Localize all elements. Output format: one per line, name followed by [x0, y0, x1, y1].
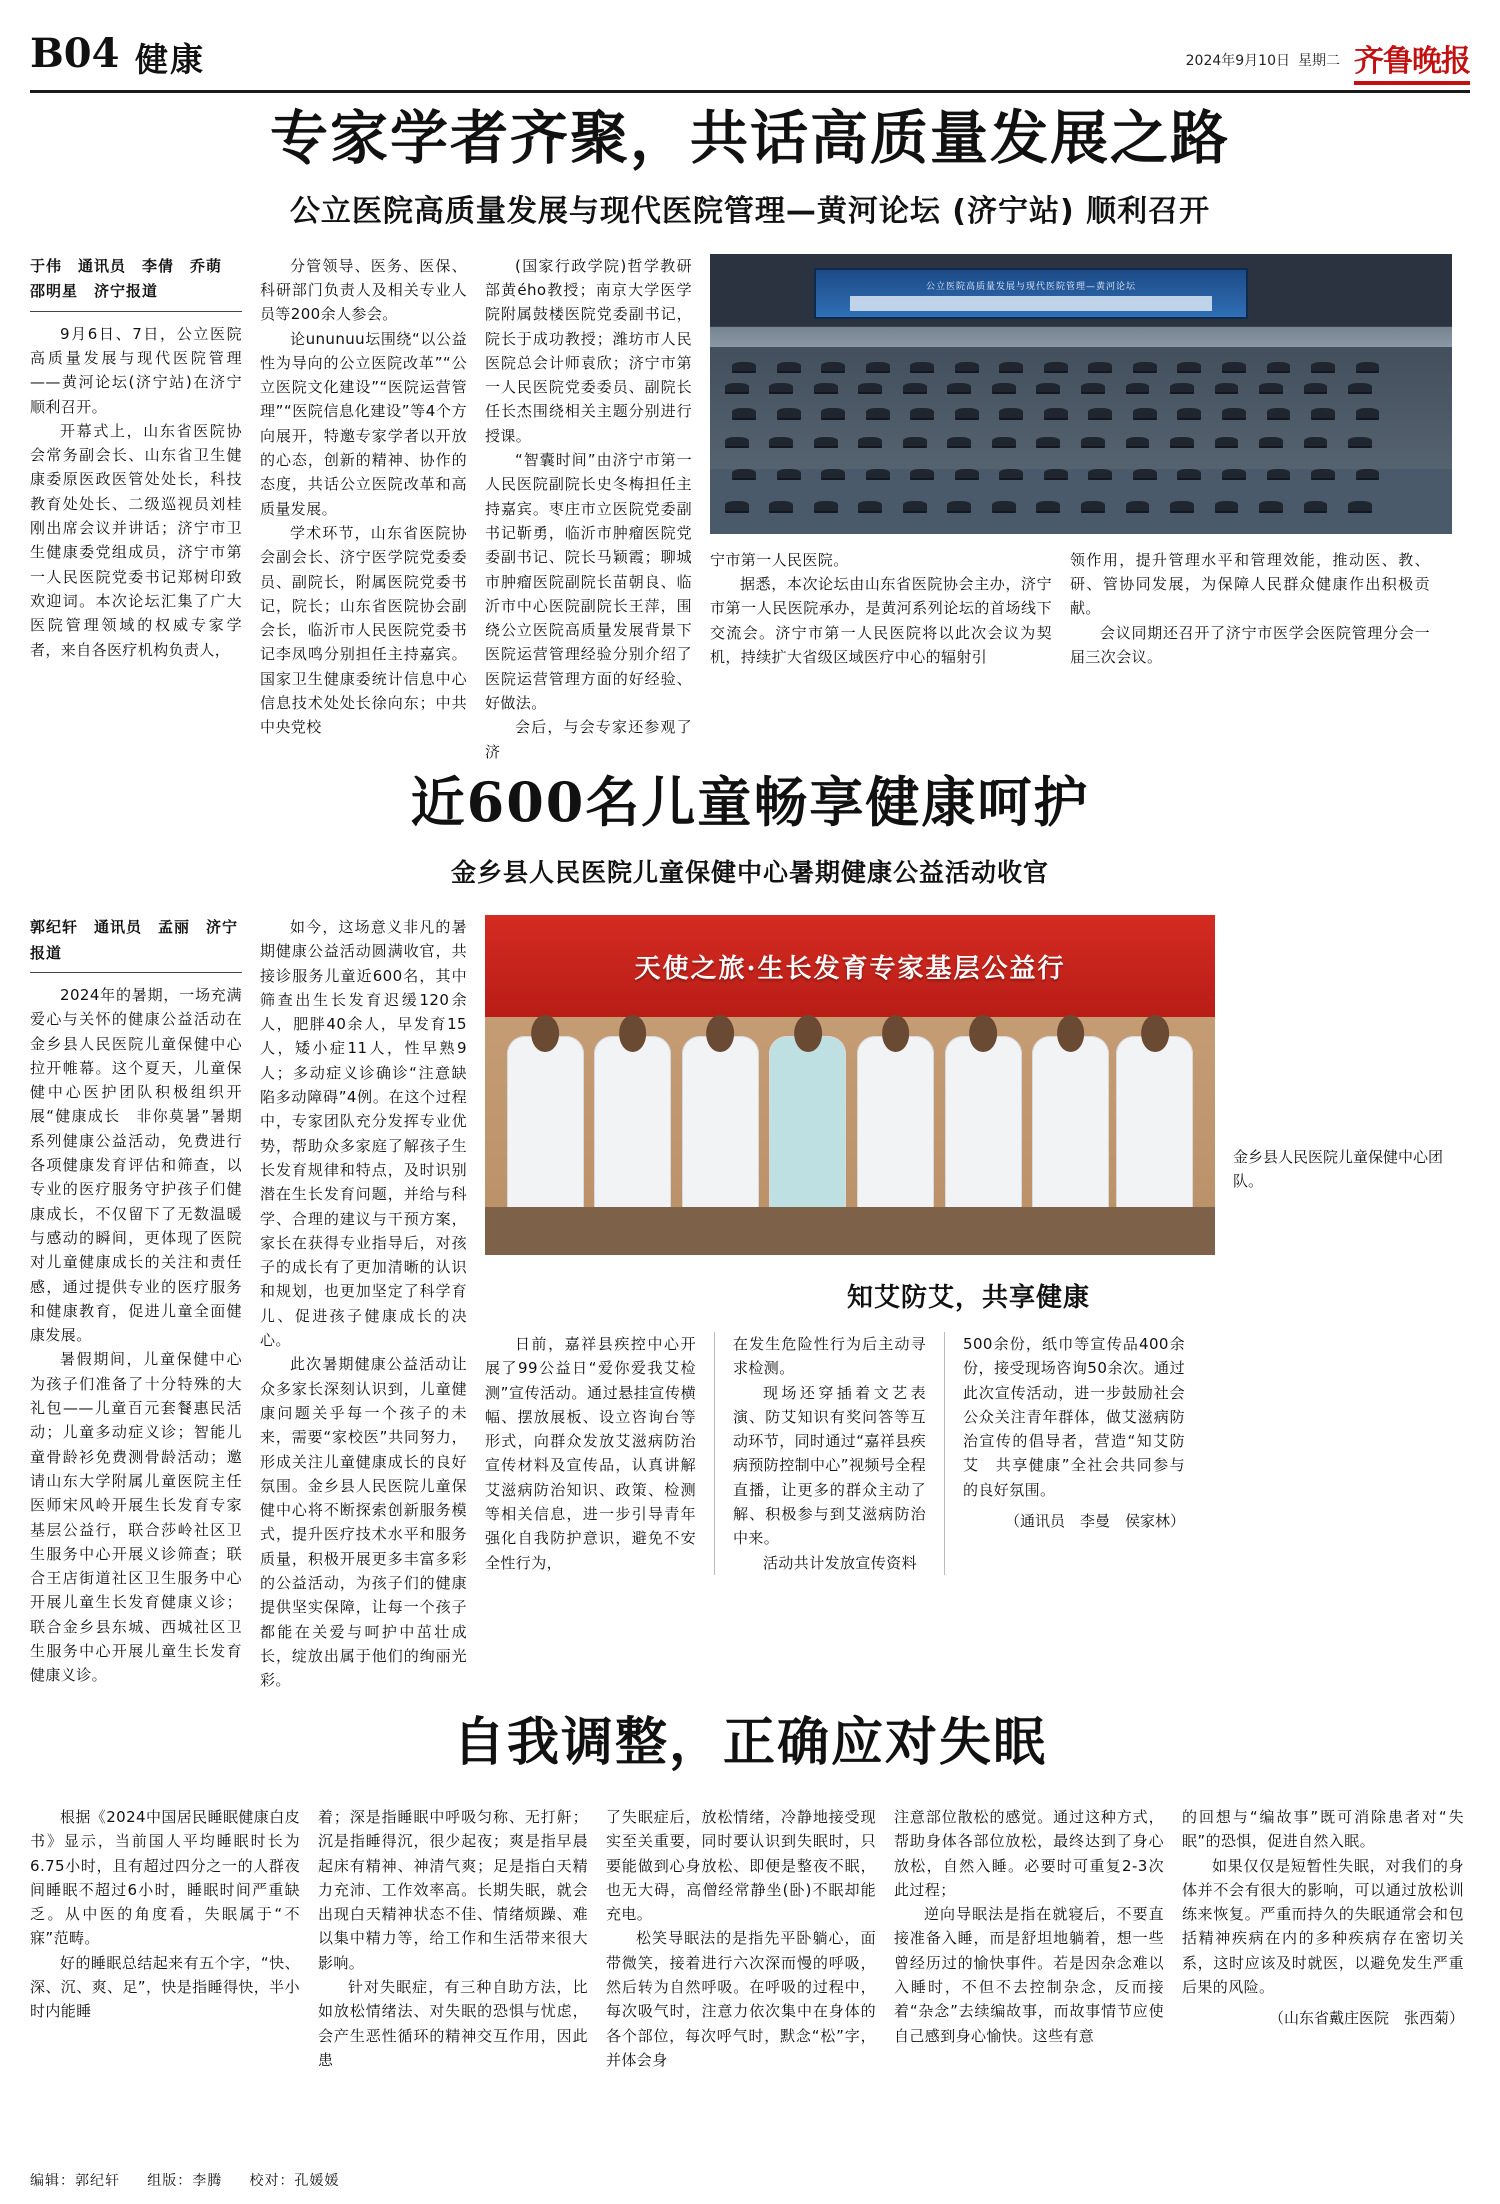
article2b-headline: 知艾防艾，共享健康: [846, 1283, 1090, 1313]
footer-layout: 组版：李腾: [147, 2173, 223, 2189]
audience-seats: [710, 354, 1452, 533]
paper-logo: [1354, 36, 1470, 80]
page-folio: B04: [30, 30, 120, 77]
article2-headline: 近600名儿童畅享健康呵护: [410, 770, 1090, 834]
section-title: 健康: [135, 40, 205, 79]
article1-byline: [30, 254, 242, 312]
article2-subhead: 金乡县人民医院儿童保健中心暑期健康公益活动收官: [450, 858, 1049, 887]
article3-col3: 了失眠症后，放松情绪，冷静地接受现实至关重要，同时要认识到失眠时，只要能做到心身放松、即便是整夜不眠，也无大碍，高僧经常静坐(卧)不眠却能充电。 松笑导眠法的是指先平卧躺心，面带微笑，接着进行六次深而慢的呼吸，然后转为自然呼吸。在呼吸的过程中，每次吸气时，注意力依次集中在身体的各个部位，每次呼气时，默念“松”字，并体会身: [606, 1808, 876, 2069]
article3-col4: 注意部位散松的感觉。通过这种方式，帮助身体各部位放松，最终达到了身心放松，自然入睡。必要时可重复2-3次此过程； 逆向导眠法是指在就寝后，不要直接准备入睡，而是舒坦地躺着，想一些曾经历过的愉快事件。若是因杂念难以入睡时，不但不去控制杂念，反而接着“杂念”去续编故事，而故事情节应使自己感到身心愉快。这些有意: [894, 1808, 1164, 2045]
issue-weekday: 星期二: [1298, 53, 1340, 69]
masthead: [30, 28, 1470, 93]
group-photo: [485, 915, 1215, 1255]
article3-col1: 根据《2024中国居民睡眠健康白皮书》显示，当前国人平均睡眠时长为6.75小时，且有超过四分之一的人群夜间睡眠不超过6小时，睡眠时间严重缺乏。从中医的角度看，失眠属于“不寐”范畴。 好的睡眠总结起来有五个字，“快、深、沉、爽、足”，快是指睡得快，半小时内能睡: [30, 1808, 300, 2021]
article2b-col2: 在发生危险性行为后主动寻求检测。 现场还穿插着文艺表演、防艾知识有奖问答等互动环节，同时通过“嘉祥县疾病预防控制中心”视频号全程直播，让更多的群众主动了解、积极参与到艾滋病防治中来。 活动共计发放宣传资料: [733, 1335, 926, 1572]
article1-subhead: 公立医院高质量发展与现代医院管理—黄河论坛 (济宁站) 顺利召开: [289, 193, 1211, 229]
article1-byline-line1: 于伟 通讯员 李倩 乔萌: [30, 256, 223, 275]
article2b-signature: （通讯员 李曼 侯家林）: [1004, 1512, 1185, 1531]
article1-byline-line2: 邵明星 济宁报道: [30, 282, 159, 301]
medical-team: [500, 1010, 1201, 1221]
article-insomnia: [30, 1700, 1470, 2072]
article1-headline: 专家学者齐聚，共话高质量发展之路: [269, 104, 1230, 172]
article3-headline: 自我调整，正确应对失眠: [452, 1712, 1047, 1773]
paper-logo-text: 齐鲁晚报: [1354, 44, 1470, 85]
article1-col5: 领作用，提升管理水平和管理效能，推动医、教、研、管协同发展，为保障人民群众健康作出积极贡献。 会议同期还召开了济宁市医学会医院管理分会一届三次会议。: [1070, 550, 1430, 666]
article1-col1: 9月6日、7日，公立医院高质量发展与现代医院管理——黄河论坛(济宁站)在济宁顺利召开。 开幕式上，山东省医院协会常务副会长、山东省卫生健康委原医政医管处处长，科技教育处处长、二级巡视员刘桂刚出席会议并讲话；济宁市卫生健康委党组成员，济宁市第一人民医院党委书记郑树印致欢迎词。本次论坛汇集了广大医院管理领域的权威专家学者，来自各医疗机构负责人，: [30, 324, 242, 659]
page-footer: [30, 2170, 340, 2190]
article2-byline: 郭纪轩 通讯员 孟丽 济宁报道: [30, 915, 242, 973]
photo-banner-text: 天使之旅·生长发育专家基层公益行: [485, 915, 1215, 1017]
article1-col4: 宁市第一人民医院。 据悉，本次论坛由山东省医院协会主办，济宁市第一人民医院承办，是黄河系列论坛的首场线下交流会。济宁市第一人民医院将以此次会议为契机，持续扩大省级区域医疗中心的辐射引: [710, 550, 1052, 666]
article1-col2: 分管领导、医务、医保、科研部门负责人及相关专业人员等200余人参会。 论ununuu坛围绕“以公益性为导向的公立医院改革”“公立医院文化建设”“医院运营管理”“医院信息化建设”等4个方向展开，特邀专家学者以开放的心态，创新的精神、协作的态度，共话公立医院改革和高质量发展。 学术环节，山东省医院协会副会长、济宁医学院党委委员、副院长，附属医院党委书记，院长；山东省医院协会副会长，临沂市人民医院党委书记李凤鸣分别担任主持嘉宾。国家卫生健康委统计信息中心信息技术处处长徐向东；中共中央党校: [260, 256, 467, 737]
article3-col2: 着；深是指睡眠中呼吸匀称、无打鼾；沉是指睡得沉，很少起夜；爽是指早晨起床有精神、神清气爽；足是指白天精力充沛、工作效率高。长期失眠，就会出现白天精神状态不佳、情绪烦躁、难以集中精力等，给工作和生活带来很大影响。 针对失眠症，有三种自助方法，比如放松情绪法、对失眠的恐惧与忧虑，会产生恶性循环的精神交互作用，因此患: [318, 1808, 588, 2069]
article2b-col3: 500余份，纸巾等宣传品400余份，接受现场咨询50余次。通过此次宣传活动，进一步鼓励社会公众关注青年群体，做艾滋病防治宣传的倡导者，营造“知艾防艾 共享健康”全社会共同参与的良好氛围。: [963, 1335, 1185, 1499]
presentation-screen: [814, 268, 1248, 320]
article2b-col1: 日前，嘉祥县疾控中心开展了99公益日“爱你爱我艾检测”宣传活动。通过悬挂宣传横幅、摆放展板、设立咨询台等形式，向群众发放艾滋病防治宣传材料及宣传品，认真讲解艾滋病防治知识、政策、检测等相关信息，进一步引导青年强化自我防护意识，避免不安全性行为，: [485, 1335, 696, 1572]
article-children-health: [30, 760, 1470, 1693]
issue-date: 2024年9月10日: [1185, 53, 1290, 69]
footer-proofreader: 校对：孔媛媛: [249, 2173, 340, 2189]
article-conference: [30, 105, 1470, 764]
footer-editor: 编辑：郭纪轩: [30, 2173, 120, 2189]
article3-col5: 的回想与“编故事”既可消除患者对“失眠”的恐惧，促进自然入眠。 如果仅仅是短暂性失眠，对我们的身体并不会有很大的影响，可以通过放松训练来恢复。严重而持久的失眠通常会和包括精神疾病在内的多种疾病存在密切关系，这时应该及时就医，以避免发生严重后果的风险。: [1182, 1808, 1464, 1997]
article2-col1: 2024年的暑期，一场充满爱心与关怀的健康公益活动在金乡县人民医院儿童保健中心拉开帷幕。这个夏天，儿童保健中心医护团队积极组织开展“健康成长 非你莫暑”暑期系列健康公益活动，免费进行各项健康发育评估和筛查，以专业的医疗服务守护孩子们健康成长，不仅留下了无数温暖与感动的瞬间，更体现了医院对儿童健康成长的关注和责任感，通过提供专业的医疗服务和健康教育，促进儿童全面健康发展。 暑假期间，儿童保健中心为孩子们准备了十分特殊的大礼包——儿童百元套餐惠民活动；儿童多动症义诊；智能儿童骨龄衫免费测骨龄活动；邀请山东大学附属儿童医院主任医师宋风岭开展生长发育专家基层公益行，联合莎岭社区卫生服务中心开展义诊筛查；联合王店街道社区卫生服务中心开展儿童生长发育健康义诊；联合金乡县东城、西城社区卫生服务中心开展儿童生长发育健康义诊。: [30, 986, 242, 1685]
screen-title-line: 公立医院高质量发展与现代医院管理—黄河论坛: [926, 281, 1137, 292]
article3-signature: （山东省戴庄医院 张西菊）: [1268, 2009, 1464, 2028]
article2-col2: 如今，这场意义非凡的暑期健康公益活动圆满收官，共接诊服务儿童近600名，其中筛查出生长发育迟缓120余人，肥胖40余人，早发育15人，矮小症11人，性早熟9人；多动症义诊确诊“注意缺陷多动障碍”4例。在这个过程中，专家团队充分发挥专业优势，帮助众多家庭了解孩子生长发育规律和特点，及时识别潜在生长发育问题，并给与科学、合理的建议与干预方案，家长在获得专业指导后，对孩子的成长有了更加清晰的认识和规划，也更加坚定了科学育儿、促进孩子健康成长的决心。 此次暑期健康公益活动让众多家长深刻认识到，儿童健康问题关乎每一个孩子的未来，需要“家校医”共同努力，形成关注儿童健康成长的良好氛围。金乡县人民医院儿童保健中心将不断探索创新服务模式，提升医疗技术水平和服务质量，积极开展更多丰富多彩的公益活动，为孩子们的健康提供坚实保障，让每一个孩子都能在关爱与呵护中茁壮成长，绽放出属于他们的绚丽光彩。: [260, 918, 467, 1690]
group-photo-caption: 金乡县人民医院儿童保健中心团队。: [1233, 1148, 1444, 1190]
article1-col3: (国家行政学院)哲学教研部黄ého教授；南京大学医学院附属鼓楼医院党委副书记，院长于成功教授；潍坊市人民医院总会计师袁欣；济宁市第一人民医院党委委员、副院长任长杰围绕相关主题分别进行授课。 “智囊时间”由济宁市第一人民医院副院长史冬梅担任主持嘉宾。枣庄市立医院党委副书记靳勇，临沂市肿瘤医院党委副书记、院长马颖霞；聊城市肿瘤医院副院长苗朝良、临沂市中心医院副院长王萍，围绕公立医院高质量发展背景下医院运营管理经验分别介绍了医院运营管理方面的好经验、好做法。 会后，与会专家还参观了济: [485, 256, 692, 761]
conference-photo: [710, 254, 1452, 534]
